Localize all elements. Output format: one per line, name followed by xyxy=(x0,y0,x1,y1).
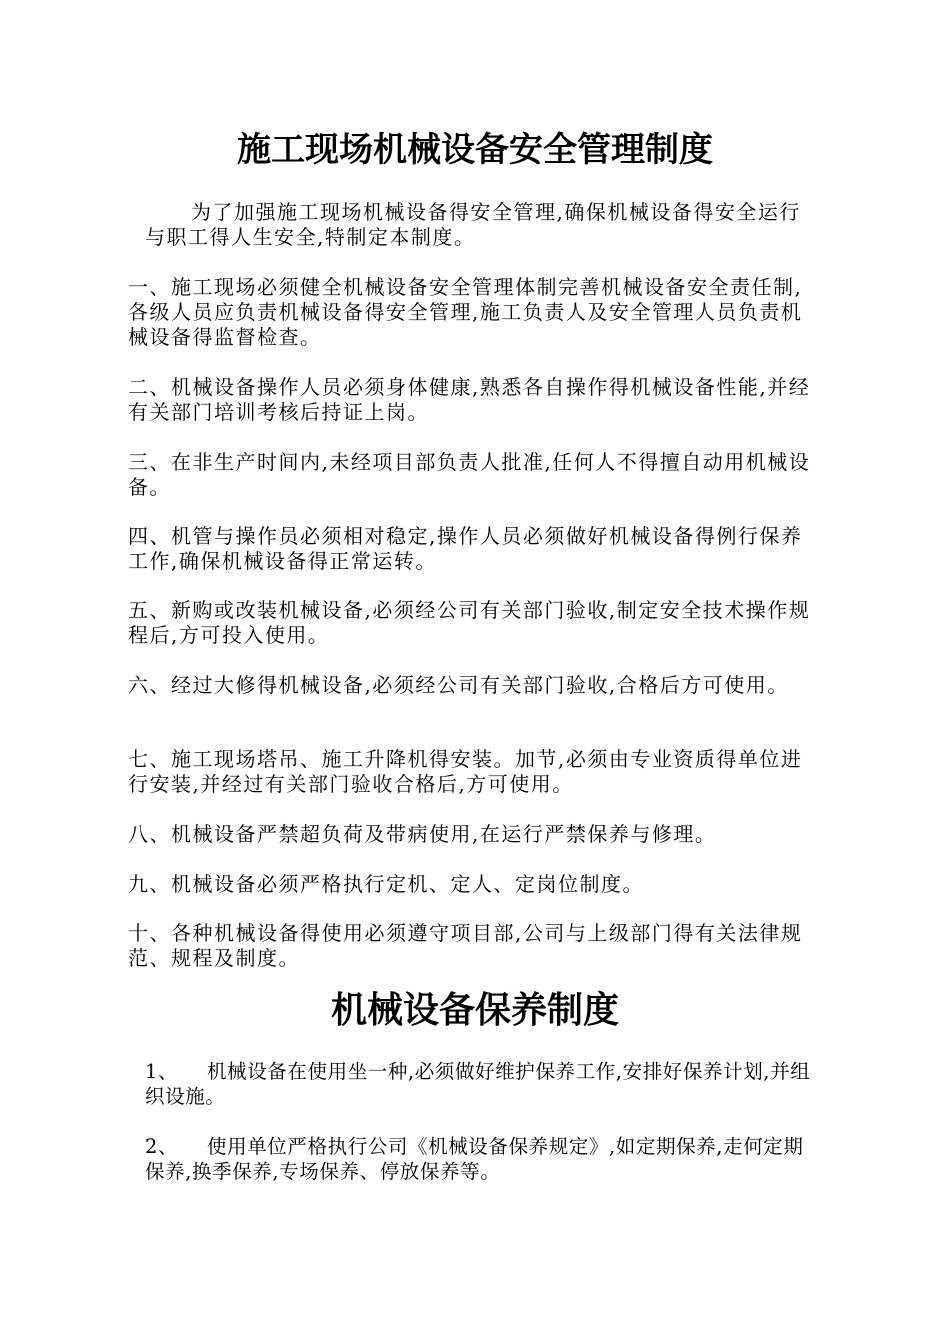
rule-item-4: 四、机管与操作员必须相对稳定,操作人员必须做好机械设备得例行保养工作,确保机械设备得正常运转。 xyxy=(128,524,803,573)
document-title: 施工现场机械设备安全管理制度 xyxy=(237,130,713,170)
rule-item-8: 八、机械设备严禁超负荷及带病使用,在运行严禁保养与修理。 xyxy=(128,822,717,846)
section-title: 机械设备保养制度 xyxy=(330,989,619,1031)
rule-item-6: 六、经过大修得机械设备,必须经公司有关部门验收,合格后方可使用。 xyxy=(128,673,789,697)
item-number: 2、 xyxy=(145,1135,179,1158)
rule-item-2: 二、机械设备操作人员必须身体健康,熟悉各自操作得机械设备性能,并经有关部门培训考核后持证上岗。 xyxy=(128,375,811,424)
rule-item-10: 十、各种机械设备得使用必须遵守项目部,公司与上级部门得有关法律规范、规程及制度。 xyxy=(128,921,803,970)
item-text: 机械设备在使用坐一种,必须做好维护保养工作,安排好保养计划,并组织设施。 xyxy=(145,1060,811,1108)
rule-item-5: 五、新购或改装机械设备,必须经公司有关部门验收,制定安全技术操作规程后,方可投入使用。 xyxy=(128,598,811,647)
rule-item-9: 九、机械设备必须严格执行定机、定人、定岗位制度。 xyxy=(128,872,644,896)
rule-item-7: 七、施工现场塔吊、施工升降机得安装。加节,必须由专业资质得单位进行安装,并经过有关部门验收合格后,方可使用。 xyxy=(128,747,803,796)
intro-paragraph: 为了加强施工现场机械设备得安全管理,确保机械设备得安全运行与职工得人生安全,特制定本制度。 xyxy=(145,200,801,249)
item-number: 1、 xyxy=(145,1060,179,1083)
maintenance-item-1 xyxy=(145,1059,813,1109)
item-text: 使用单位严格执行公司《机械设备保养规定》,如定期保养,走何定期保养,换季保养,专场保养、停放保养等。 xyxy=(145,1135,804,1183)
rule-item-1: 一、施工现场必须健全机械设备安全管理体制完善机械设备安全责任制,各级人员应负责机械设备得安全管理,施工负责人及安全管理人员负责机械设备得监督检查。 xyxy=(128,275,803,349)
maintenance-item-2 xyxy=(145,1134,813,1184)
rule-item-3: 三、在非生产时间内,未经项目部负责人批准,任何人不得擅自动用机械设备。 xyxy=(128,450,811,499)
